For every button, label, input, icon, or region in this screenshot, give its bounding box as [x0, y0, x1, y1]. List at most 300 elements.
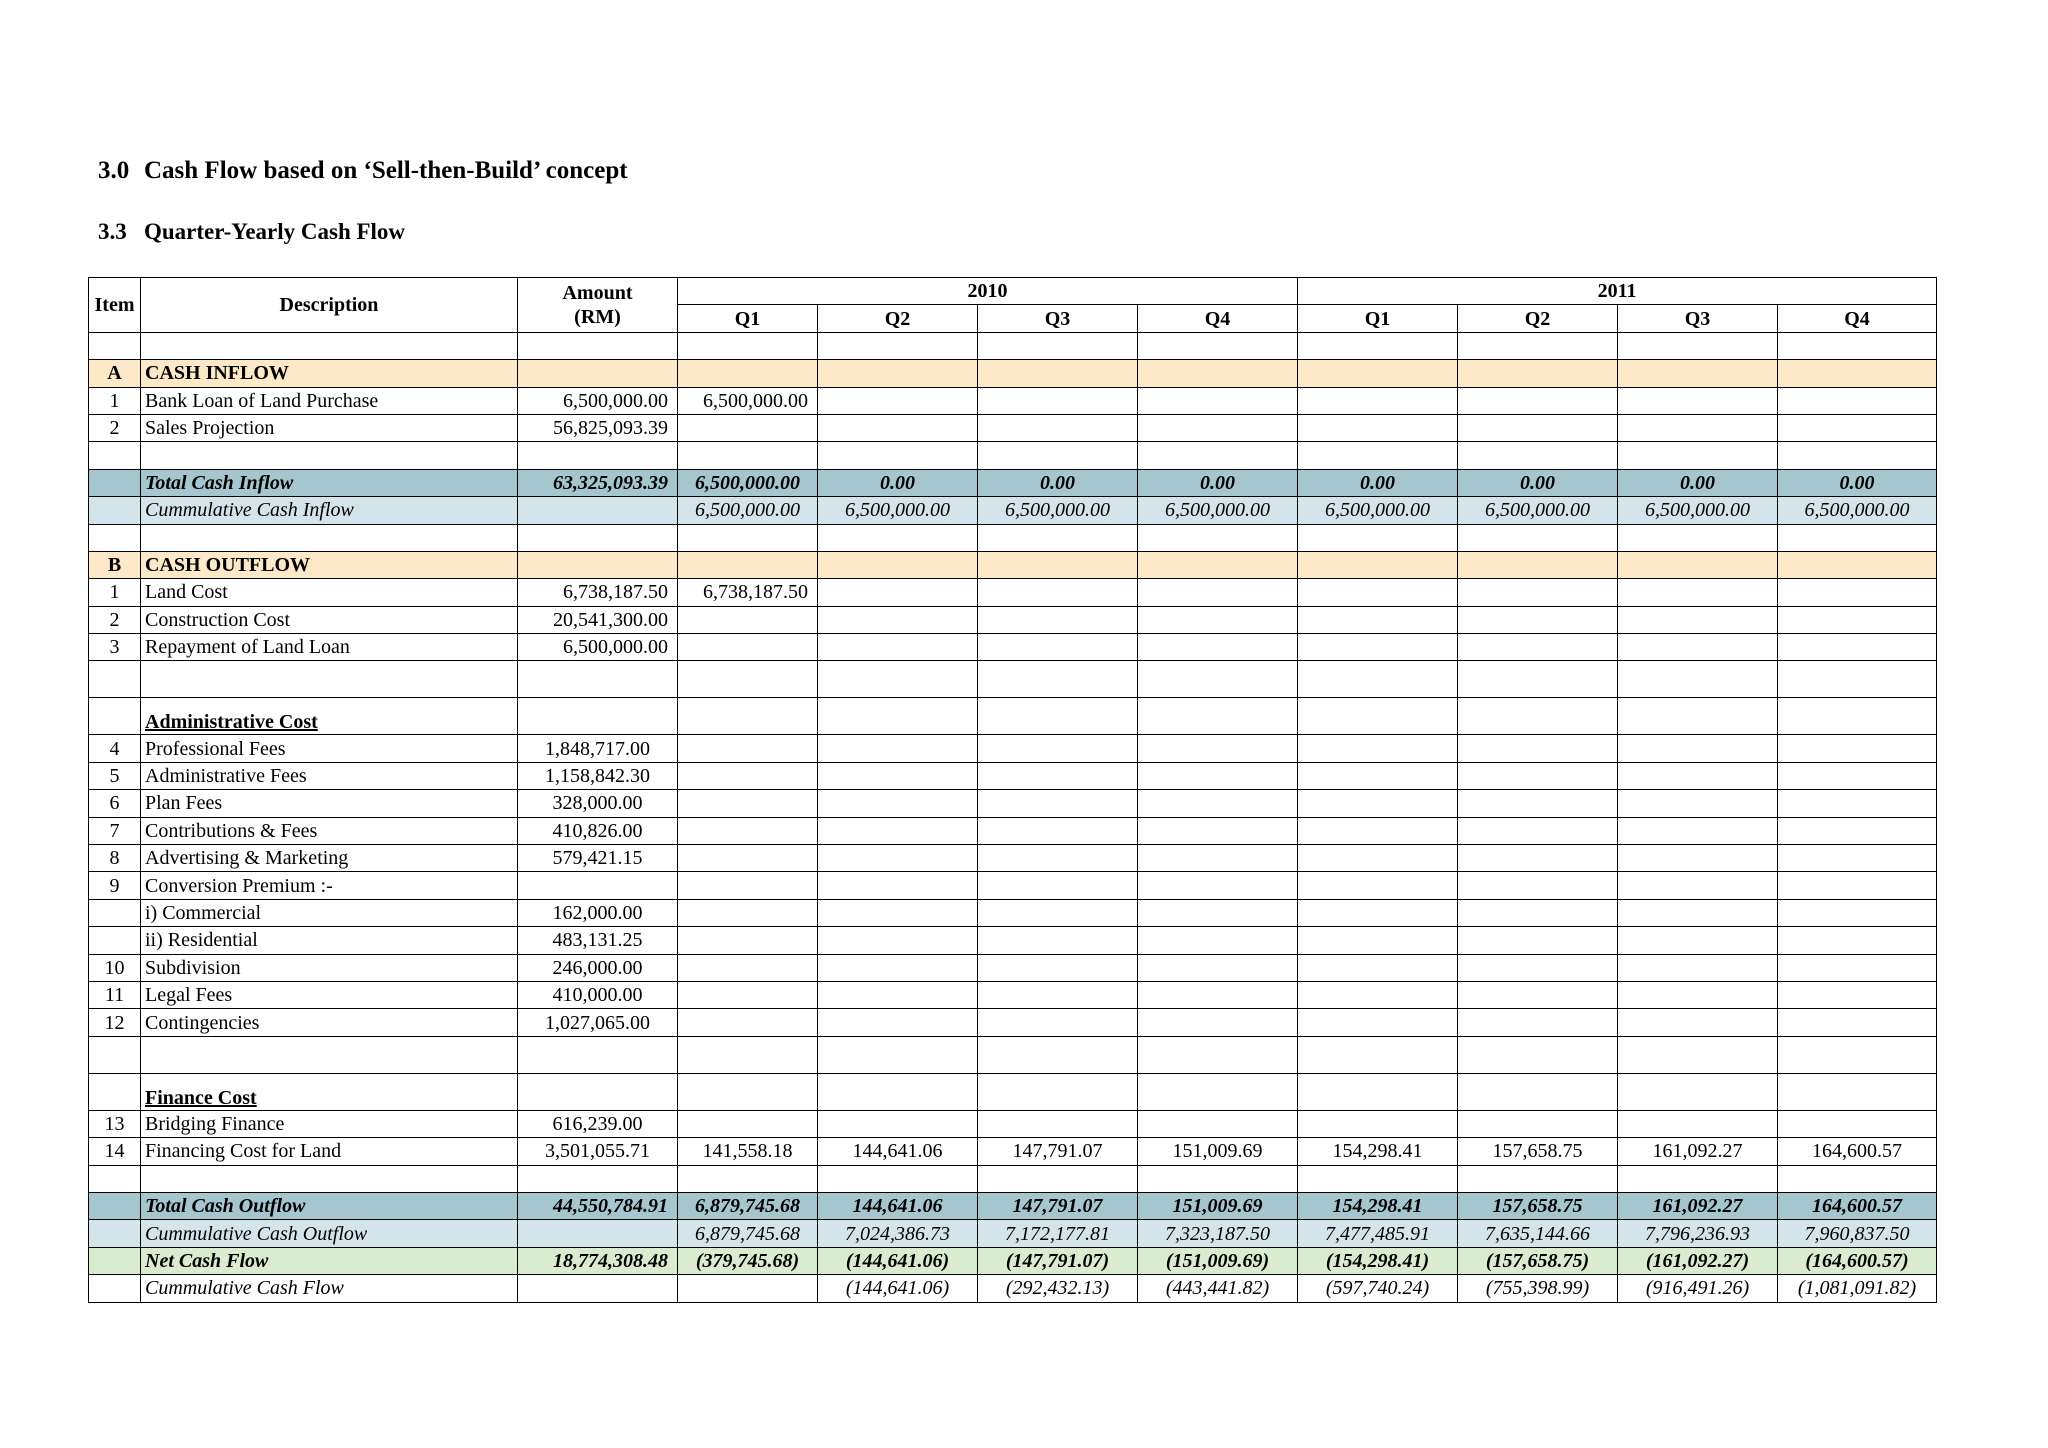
quarter-cell — [1138, 579, 1298, 606]
header-quarter: Q1 — [1298, 305, 1458, 332]
quarter-cell — [1138, 1165, 1298, 1192]
quarter-cell: 147,791.07 — [978, 1138, 1138, 1165]
quarter-cell — [678, 845, 818, 872]
quarter-cell — [1298, 698, 1458, 735]
quarter-cell: 6,500,000.00 — [1138, 497, 1298, 524]
quarter-cell: 0.00 — [1458, 469, 1618, 496]
quarter-cell — [1138, 954, 1298, 981]
quarter-cell — [678, 762, 818, 789]
item-cell: 3 — [89, 634, 141, 661]
quarter-cell — [678, 1165, 818, 1192]
quarter-cell — [1298, 524, 1458, 551]
quarter-cell — [1298, 1073, 1458, 1110]
table-row — [89, 927, 1937, 954]
description-cell: Financing Cost for Land — [141, 1138, 518, 1165]
description-cell: Cummulative Cash Flow — [141, 1275, 518, 1302]
quarter-cell — [1298, 927, 1458, 954]
quarter-cell — [1138, 735, 1298, 762]
item-cell: 8 — [89, 845, 141, 872]
quarter-cell: 6,500,000.00 — [678, 469, 818, 496]
quarter-cell: 0.00 — [1298, 469, 1458, 496]
quarter-cell — [1458, 735, 1618, 762]
quarter-cell — [678, 442, 818, 469]
header-quarter: Q3 — [1618, 305, 1778, 332]
quarter-cell: (292,432.13) — [978, 1275, 1138, 1302]
quarter-cell — [1458, 1110, 1618, 1137]
quarter-cell — [1138, 872, 1298, 899]
description-cell: i) Commercial — [141, 899, 518, 926]
quarter-cell: 7,635,144.66 — [1458, 1220, 1618, 1247]
description-cell: CASH INFLOW — [141, 360, 518, 387]
description-cell: Bank Loan of Land Purchase — [141, 387, 518, 414]
spacer-row — [89, 332, 1937, 359]
quarter-cell — [1458, 442, 1618, 469]
quarter-cell — [1138, 1110, 1298, 1137]
quarter-cell: 6,500,000.00 — [1618, 497, 1778, 524]
quarter-cell — [1618, 1036, 1778, 1073]
quarter-cell — [978, 524, 1138, 551]
quarter-cell: 6,500,000.00 — [1298, 497, 1458, 524]
quarter-cell — [1618, 1110, 1778, 1137]
quarter-cell — [978, 735, 1138, 762]
quarter-cell — [818, 606, 978, 633]
item-cell — [89, 1036, 141, 1073]
quarter-cell — [1138, 606, 1298, 633]
quarter-cell — [1298, 414, 1458, 441]
quarter-cell — [1778, 1165, 1937, 1192]
quarter-cell: 154,298.41 — [1298, 1138, 1458, 1165]
quarter-cell: 7,796,236.93 — [1618, 1220, 1778, 1247]
quarter-cell: 6,500,000.00 — [818, 497, 978, 524]
item-cell: 13 — [89, 1110, 141, 1137]
amount-cell: 410,000.00 — [518, 981, 678, 1008]
table-row — [89, 1247, 1937, 1274]
quarter-cell — [1778, 899, 1937, 926]
quarter-cell — [678, 1275, 818, 1302]
item-cell — [89, 1192, 141, 1219]
table-row — [89, 579, 1937, 606]
header-quarter: Q2 — [1458, 305, 1618, 332]
quarter-cell: 0.00 — [978, 469, 1138, 496]
quarter-cell: 157,658.75 — [1458, 1192, 1618, 1219]
item-cell — [89, 927, 141, 954]
quarter-cell — [978, 387, 1138, 414]
quarter-cell: (151,009.69) — [1138, 1247, 1298, 1274]
description-cell: Administrative Fees — [141, 762, 518, 789]
quarter-cell — [1298, 579, 1458, 606]
table-row — [89, 1110, 1937, 1137]
amount-cell: 410,826.00 — [518, 817, 678, 844]
quarter-cell — [1618, 1009, 1778, 1036]
amount-cell: 6,738,187.50 — [518, 579, 678, 606]
quarter-cell — [978, 442, 1138, 469]
header-item: Item — [89, 278, 141, 333]
quarter-cell — [1778, 845, 1937, 872]
quarter-cell: 7,477,485.91 — [1298, 1220, 1458, 1247]
quarter-cell — [1618, 661, 1778, 698]
quarter-cell: 6,500,000.00 — [678, 497, 818, 524]
quarter-cell — [818, 698, 978, 735]
quarter-cell — [678, 981, 818, 1008]
section-title: Cash Flow based on ‘Sell-then-Build’ concept — [144, 157, 628, 184]
item-cell — [89, 899, 141, 926]
amount-cell: 6,500,000.00 — [518, 634, 678, 661]
quarter-cell — [1458, 981, 1618, 1008]
table-row — [89, 845, 1937, 872]
quarter-cell — [1138, 981, 1298, 1008]
amount-cell: 1,158,842.30 — [518, 762, 678, 789]
amount-cell: 20,541,300.00 — [518, 606, 678, 633]
subheading-label: Administrative Cost — [145, 711, 318, 734]
table-row — [89, 762, 1937, 789]
quarter-cell — [678, 634, 818, 661]
item-cell — [89, 469, 141, 496]
description-cell: Plan Fees — [141, 790, 518, 817]
quarter-cell — [1458, 414, 1618, 441]
quarter-cell — [1618, 817, 1778, 844]
quarter-cell — [1138, 899, 1298, 926]
quarter-cell — [1298, 817, 1458, 844]
quarter-cell — [1298, 845, 1458, 872]
quarter-cell — [1458, 954, 1618, 981]
quarter-cell: (144,641.06) — [818, 1247, 978, 1274]
quarter-cell: 0.00 — [818, 469, 978, 496]
amount-cell — [518, 551, 678, 578]
quarter-cell — [1778, 954, 1937, 981]
quarter-cell — [978, 1165, 1138, 1192]
amount-cell — [518, 1220, 678, 1247]
quarter-cell: (144,641.06) — [818, 1275, 978, 1302]
quarter-cell — [818, 524, 978, 551]
quarter-cell — [1298, 661, 1458, 698]
quarter-cell: 144,641.06 — [818, 1138, 978, 1165]
header-year-2010: 2010 — [678, 278, 1298, 305]
quarter-cell — [818, 1073, 978, 1110]
quarter-cell — [1778, 981, 1937, 1008]
quarter-cell: 7,960,837.50 — [1778, 1220, 1937, 1247]
quarter-cell: 6,500,000.00 — [678, 387, 818, 414]
description-cell: Conversion Premium :- — [141, 872, 518, 899]
quarter-cell — [1458, 661, 1618, 698]
table-row — [89, 387, 1937, 414]
quarter-cell — [1298, 762, 1458, 789]
quarter-cell: 154,298.41 — [1298, 1192, 1458, 1219]
item-cell — [89, 1165, 141, 1192]
quarter-cell — [818, 981, 978, 1008]
amount-cell: 18,774,308.48 — [518, 1247, 678, 1274]
quarter-cell — [1298, 387, 1458, 414]
amount-cell: 44,550,784.91 — [518, 1192, 678, 1219]
description-cell: Professional Fees — [141, 735, 518, 762]
quarter-cell: 0.00 — [1618, 469, 1778, 496]
amount-cell: 6,500,000.00 — [518, 387, 678, 414]
amount-cell: 63,325,093.39 — [518, 469, 678, 496]
quarter-cell — [1138, 927, 1298, 954]
quarter-cell: 164,600.57 — [1778, 1138, 1937, 1165]
quarter-cell — [978, 551, 1138, 578]
quarter-cell: 151,009.69 — [1138, 1192, 1298, 1219]
item-cell: A — [89, 360, 141, 387]
table-row — [89, 790, 1937, 817]
item-cell — [89, 1275, 141, 1302]
quarter-cell — [678, 735, 818, 762]
quarter-cell — [1298, 790, 1458, 817]
quarter-cell — [1298, 1110, 1458, 1137]
quarter-cell — [678, 1009, 818, 1036]
amount-cell: 246,000.00 — [518, 954, 678, 981]
quarter-cell — [1458, 762, 1618, 789]
quarter-cell: 0.00 — [1138, 469, 1298, 496]
table-row — [89, 497, 1937, 524]
quarter-cell — [1618, 387, 1778, 414]
quarter-cell — [818, 790, 978, 817]
amount-cell — [518, 497, 678, 524]
quarter-cell: 147,791.07 — [978, 1192, 1138, 1219]
spacer-row — [89, 661, 1937, 698]
quarter-cell — [978, 1073, 1138, 1110]
quarter-cell — [978, 698, 1138, 735]
item-cell — [89, 497, 141, 524]
table-row — [89, 1192, 1937, 1219]
table-row — [89, 469, 1937, 496]
quarter-cell — [1618, 1165, 1778, 1192]
quarter-cell: (164,600.57) — [1778, 1247, 1937, 1274]
quarter-cell — [1778, 414, 1937, 441]
quarter-cell — [1458, 1073, 1618, 1110]
quarter-cell — [1778, 332, 1937, 359]
amount-cell — [518, 1275, 678, 1302]
quarter-cell — [1138, 762, 1298, 789]
quarter-cell — [1458, 845, 1618, 872]
quarter-cell — [1138, 360, 1298, 387]
quarter-cell — [678, 927, 818, 954]
quarter-cell — [978, 817, 1138, 844]
quarter-cell: 161,092.27 — [1618, 1192, 1778, 1219]
quarter-cell — [1458, 360, 1618, 387]
quarter-cell — [1618, 414, 1778, 441]
quarter-cell — [1778, 927, 1937, 954]
quarter-cell — [1778, 762, 1937, 789]
quarter-cell — [1618, 1073, 1778, 1110]
quarter-cell — [1138, 634, 1298, 661]
header-quarter: Q3 — [978, 305, 1138, 332]
header-amount — [518, 278, 678, 333]
quarter-cell — [978, 845, 1138, 872]
quarter-cell — [978, 762, 1138, 789]
quarter-cell — [818, 551, 978, 578]
amount-cell — [518, 1165, 678, 1192]
quarter-cell: 151,009.69 — [1138, 1138, 1298, 1165]
description-cell: Cummulative Cash Outflow — [141, 1220, 518, 1247]
table-row — [89, 551, 1937, 578]
quarter-cell — [1618, 524, 1778, 551]
quarter-cell — [1458, 524, 1618, 551]
quarter-cell — [818, 872, 978, 899]
cash-flow-table — [88, 277, 1937, 1303]
quarter-cell — [1298, 332, 1458, 359]
spacer-row — [89, 442, 1937, 469]
section-heading — [98, 157, 628, 185]
item-cell — [89, 442, 141, 469]
quarter-cell — [1458, 790, 1618, 817]
quarter-cell — [978, 360, 1138, 387]
quarter-cell: (379,745.68) — [678, 1247, 818, 1274]
amount-cell — [518, 442, 678, 469]
item-cell: 6 — [89, 790, 141, 817]
item-cell: 2 — [89, 414, 141, 441]
description-cell: Subdivision — [141, 954, 518, 981]
quarter-cell — [1778, 1009, 1937, 1036]
quarter-cell — [1618, 698, 1778, 735]
quarter-cell: 6,879,745.68 — [678, 1220, 818, 1247]
description-cell — [141, 1165, 518, 1192]
quarter-cell — [1618, 442, 1778, 469]
description-cell: Legal Fees — [141, 981, 518, 1008]
quarter-cell — [1138, 332, 1298, 359]
quarter-cell — [678, 414, 818, 441]
description-cell: Contingencies — [141, 1009, 518, 1036]
header-amount-label: Amount — [562, 281, 633, 304]
item-cell — [89, 332, 141, 359]
quarter-cell — [1618, 790, 1778, 817]
item-cell: 4 — [89, 735, 141, 762]
quarter-cell — [1458, 817, 1618, 844]
description-cell: Cummulative Cash Inflow — [141, 497, 518, 524]
quarter-cell — [678, 1073, 818, 1110]
table-row — [89, 360, 1937, 387]
spacer-row — [89, 1036, 1937, 1073]
subsection-number: 3.3 — [98, 219, 127, 244]
subheading-label: Finance Cost — [145, 1086, 257, 1109]
header-quarter: Q2 — [818, 305, 978, 332]
header-quarter: Q4 — [1778, 305, 1937, 332]
quarter-cell — [1778, 817, 1937, 844]
quarter-cell — [818, 762, 978, 789]
quarter-cell: (157,658.75) — [1458, 1247, 1618, 1274]
table-row — [89, 954, 1937, 981]
description-cell: Total Cash Outflow — [141, 1192, 518, 1219]
quarter-cell — [1138, 1073, 1298, 1110]
quarter-cell — [1458, 551, 1618, 578]
quarter-cell — [678, 954, 818, 981]
quarter-cell: (443,441.82) — [1138, 1275, 1298, 1302]
item-cell — [89, 698, 141, 735]
quarter-cell — [818, 661, 978, 698]
quarter-cell — [1138, 845, 1298, 872]
quarter-cell — [1138, 387, 1298, 414]
quarter-cell — [1298, 1009, 1458, 1036]
quarter-cell — [1618, 899, 1778, 926]
quarter-cell — [1138, 698, 1298, 735]
quarter-cell — [978, 1009, 1138, 1036]
header-quarter: Q1 — [678, 305, 818, 332]
amount-cell: 328,000.00 — [518, 790, 678, 817]
item-cell: 1 — [89, 387, 141, 414]
amount-cell: 616,239.00 — [518, 1110, 678, 1137]
item-cell: 12 — [89, 1009, 141, 1036]
item-cell: 11 — [89, 981, 141, 1008]
quarter-cell — [678, 817, 818, 844]
table-row — [89, 1138, 1937, 1165]
quarter-cell — [978, 790, 1138, 817]
quarter-cell — [678, 606, 818, 633]
quarter-cell — [1618, 981, 1778, 1008]
quarter-cell — [1778, 634, 1937, 661]
description-cell — [141, 332, 518, 359]
table-row — [89, 1009, 1937, 1036]
quarter-cell — [678, 332, 818, 359]
quarter-cell: 157,658.75 — [1458, 1138, 1618, 1165]
quarter-cell — [1298, 606, 1458, 633]
quarter-cell — [818, 387, 978, 414]
quarter-cell — [978, 661, 1138, 698]
quarter-cell: (154,298.41) — [1298, 1247, 1458, 1274]
quarter-cell — [678, 1110, 818, 1137]
table-row — [89, 414, 1937, 441]
quarter-cell — [818, 442, 978, 469]
quarter-cell: 6,500,000.00 — [978, 497, 1138, 524]
quarter-cell — [678, 698, 818, 735]
quarter-cell: 7,323,187.50 — [1138, 1220, 1298, 1247]
item-cell: 1 — [89, 579, 141, 606]
quarter-cell: (161,092.27) — [1618, 1247, 1778, 1274]
quarter-cell: (916,491.26) — [1618, 1275, 1778, 1302]
amount-cell: 1,027,065.00 — [518, 1009, 678, 1036]
item-cell: B — [89, 551, 141, 578]
subsection-heading — [98, 219, 405, 245]
quarter-cell — [678, 524, 818, 551]
quarter-cell — [818, 360, 978, 387]
quarter-cell — [1138, 524, 1298, 551]
amount-cell: 162,000.00 — [518, 899, 678, 926]
item-cell — [89, 1073, 141, 1110]
amount-cell — [518, 360, 678, 387]
quarter-cell: (755,398.99) — [1458, 1275, 1618, 1302]
quarter-cell — [1138, 817, 1298, 844]
quarter-cell — [1778, 1073, 1937, 1110]
quarter-cell — [1458, 872, 1618, 899]
description-cell — [141, 442, 518, 469]
quarter-cell — [1298, 442, 1458, 469]
table-row — [89, 1073, 1937, 1110]
quarter-cell — [1778, 698, 1937, 735]
description-cell: Bridging Finance — [141, 1110, 518, 1137]
description-cell: Contributions & Fees — [141, 817, 518, 844]
quarter-cell — [978, 634, 1138, 661]
description-cell: CASH OUTFLOW — [141, 551, 518, 578]
header-amount-unit: (RM) — [574, 305, 621, 328]
header-year-2011: 2011 — [1298, 278, 1937, 305]
quarter-cell — [1138, 661, 1298, 698]
quarter-cell — [1618, 954, 1778, 981]
quarter-cell — [1298, 634, 1458, 661]
quarter-cell — [1458, 1165, 1618, 1192]
amount-cell — [518, 872, 678, 899]
subsection-title: Quarter-Yearly Cash Flow — [144, 219, 406, 244]
quarter-cell — [818, 1165, 978, 1192]
table-row — [89, 634, 1937, 661]
item-cell — [89, 524, 141, 551]
table-row — [89, 606, 1937, 633]
quarter-cell — [1458, 634, 1618, 661]
quarter-cell — [1778, 1110, 1937, 1137]
quarter-cell — [1458, 387, 1618, 414]
quarter-cell — [678, 360, 818, 387]
header-quarter: Q4 — [1138, 305, 1298, 332]
quarter-cell — [978, 899, 1138, 926]
quarter-cell — [1458, 698, 1618, 735]
quarter-cell — [1618, 606, 1778, 633]
